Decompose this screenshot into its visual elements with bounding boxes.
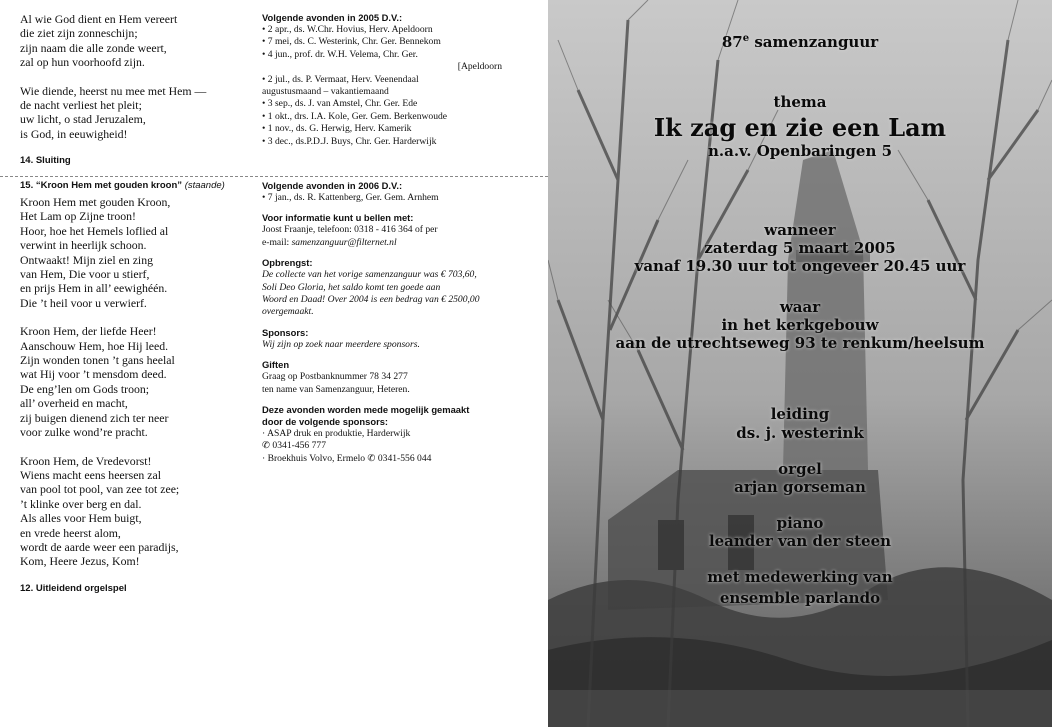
event-date: zaterdag 5 maart 2005 bbox=[704, 239, 896, 257]
evenings-2005-section bbox=[262, 12, 502, 148]
item-12-heading: 12. Uitleidend orgelspel bbox=[20, 582, 127, 594]
hymn-line: en prijs Hem in all’ eewighéén. bbox=[20, 281, 168, 296]
hymn-line: Die ’t heil voor u verwierf. bbox=[20, 295, 147, 310]
contact-heading: Voor informatie kunt u bellen met: bbox=[262, 212, 414, 224]
hymn-line: van Hem, Die voor u stierf, bbox=[20, 267, 150, 282]
evening-entry: • 2 apr., ds. W.Chr. Hovius, Herv. Apeldoorn bbox=[262, 24, 433, 35]
gifts-line: Graag op Postbanknummer 78 34 277 bbox=[262, 371, 408, 383]
hymn-line: Het Lam op Zijne troon! bbox=[20, 209, 136, 224]
hymn-line: Hoor, hoe het Hemels loflied al bbox=[20, 223, 169, 238]
edition-ordinal: e bbox=[742, 33, 750, 44]
poem-line: uw licht, o stad Jeruzalem, bbox=[20, 112, 146, 127]
hymn-line: en vrede heerst alom, bbox=[20, 525, 121, 540]
hymn-line: Zijn wonden tonen ’t gans heelal bbox=[20, 353, 175, 368]
theme-title: Ik zag en zie een Lam bbox=[653, 113, 947, 142]
sponsor-entry: ✆ 0341-456 777 bbox=[262, 440, 326, 452]
hymn-line: all’ overheid en macht, bbox=[20, 396, 128, 411]
evenings-2005-heading: Volgende avonden in 2005 D.V.: bbox=[262, 12, 403, 23]
hymn-line: Ontwaakt! Mijn ziel en zing bbox=[20, 252, 154, 267]
gifts-heading: Giften bbox=[262, 359, 290, 371]
poem-line: zijn naam die alle zonde weert, bbox=[20, 40, 167, 55]
contact-phone-line: Joost Fraanje, telefoon: 0318 - 416 364 of per bbox=[262, 224, 438, 236]
poem-line: Wie diende, heerst nu mee met Hem — bbox=[20, 83, 207, 98]
hymn-verse-2 bbox=[20, 324, 245, 439]
evening-entry: • 4 jun., prof. dr. W.H. Velema, Chr. Ger. bbox=[262, 48, 418, 60]
hymn-column-lower bbox=[20, 180, 245, 598]
evenings-2006-heading: Volgende avonden in 2006 D.V.: bbox=[262, 180, 403, 191]
ensemble-name: ensemble parlando bbox=[719, 589, 881, 607]
hymn-line: Kom, Heere Jezus, Kom! bbox=[20, 554, 140, 569]
gifts-section bbox=[262, 359, 502, 396]
contact-email[interactable]: samenzanguur@filternet.nl bbox=[291, 236, 397, 248]
poem-line: is God, in eeuwigheid! bbox=[20, 126, 128, 141]
made-possible-heading: Deze avonden worden mede mogelijk gemaakt bbox=[262, 404, 470, 416]
hymn-line: Kroon Hem, der liefde Heer! bbox=[20, 324, 157, 339]
sponsors-heading: Sponsors: bbox=[262, 326, 309, 338]
hymn-line: verwint in heerlijk schoon. bbox=[20, 238, 147, 253]
revenue-line: Soli Deo Gloria, het saldo komt ten goede aan bbox=[262, 281, 441, 293]
info-column-lower bbox=[262, 180, 502, 473]
hymn-verse-1 bbox=[20, 195, 245, 310]
lead-label: leiding bbox=[770, 405, 830, 423]
hymn-verse-3 bbox=[20, 454, 245, 569]
edition-label: samenzanguur bbox=[749, 33, 879, 51]
evening-entry: • 1 nov., ds. G. Herwig, Herv. Kamerik bbox=[262, 123, 412, 135]
poem-line: zal op hun voorhoofd zijn. bbox=[20, 55, 145, 70]
hymn-line: De eng’len om Gods troon; bbox=[20, 381, 150, 396]
organ-label: orgel bbox=[778, 460, 822, 478]
contact-section bbox=[262, 212, 502, 249]
made-possible-section bbox=[262, 404, 502, 465]
hymn-line: Aanschouw Hem, hoe Hij leed. bbox=[20, 338, 169, 353]
evening-entry: • 7 jan., ds. R. Kattenberg, Ger. Gem. Arnhem bbox=[262, 192, 439, 203]
cover-panel bbox=[548, 0, 1052, 727]
piano-label: piano bbox=[776, 514, 824, 532]
sponsors-text: Wij zijn op zoek naar meerdere sponsors. bbox=[262, 338, 420, 350]
when-label: wanneer bbox=[764, 221, 836, 239]
evening-entry: • 2 jul., ds. P. Vermaat, Herv. Veenendaal bbox=[262, 73, 419, 85]
hymn-line: zij buigen dienend zich ter neer bbox=[20, 410, 169, 425]
evening-entry: • 3 sep., ds. J. van Amstel, Chr. Ger. Ede bbox=[262, 98, 418, 110]
sponsor-entry: · Broekhuis Volvo, Ermelo ✆ 0341-556 044 bbox=[262, 452, 432, 464]
hymn-line: Kroon Hem met gouden Kroon, bbox=[20, 195, 171, 209]
poem-stanza-top bbox=[20, 12, 245, 70]
edition-number: 87 bbox=[721, 33, 743, 51]
item-15-title: 15. “Kroon Hem met gouden kroon” bbox=[20, 180, 183, 191]
hymn-column bbox=[20, 12, 245, 170]
revenue-section bbox=[262, 257, 502, 319]
hymn-line: Als alles voor Hem buigt, bbox=[20, 511, 142, 526]
cover-text bbox=[548, 0, 1052, 727]
theme-label: thema bbox=[773, 93, 827, 111]
piano-name: leander van der steen bbox=[708, 532, 892, 550]
evenings-2005-continuation: [Apeldoorn bbox=[457, 61, 502, 73]
hymn-line: van pool tot pool, van zee tot zee; bbox=[20, 482, 180, 497]
poem-line: Al wie God dient en Hem vereert bbox=[20, 12, 178, 26]
edition-heading bbox=[548, 33, 1052, 51]
hymn-line: Wiens macht eens heersen zal bbox=[20, 467, 162, 482]
venue-address: aan de utrechtseweg 93 te renkum/heelsum bbox=[615, 334, 985, 352]
event-time: vanaf 19.30 uur tot ongeveer 20.45 uur bbox=[634, 257, 966, 275]
item-14-heading: 14. Sluiting bbox=[20, 155, 71, 167]
item-15-heading bbox=[20, 180, 245, 191]
evening-entry: • 7 mei, ds. C. Westerink, Chr. Ger. Bennekom bbox=[262, 36, 441, 48]
contact-email-line bbox=[262, 237, 502, 249]
organ-name: arjan gorseman bbox=[734, 478, 866, 496]
venue-building: in het kerkgebouw bbox=[721, 316, 879, 334]
theme-subtitle: n.a.v. Openbaringen 5 bbox=[707, 142, 893, 160]
hymn-line: ’t klinke over berg en dal. bbox=[20, 496, 142, 511]
sponsors-section bbox=[262, 327, 502, 351]
fold-line bbox=[0, 176, 548, 177]
lead-name: ds. j. westerink bbox=[736, 424, 864, 442]
info-column bbox=[262, 12, 502, 156]
revenue-line: overgemaakt. bbox=[262, 306, 314, 318]
hymn-line: voor zulke wond’re pracht. bbox=[20, 425, 148, 440]
hymn-line: Kroon Hem, de Vredevorst! bbox=[20, 453, 152, 468]
hymn-line: wordt de aarde weer een paradijs, bbox=[20, 539, 179, 554]
revenue-line: De collecte van het vorige samenzanguur was € 703,60, bbox=[262, 269, 477, 281]
cooperation-label: met medewerking van bbox=[707, 568, 893, 586]
email-prefix: e-mail: bbox=[262, 236, 292, 248]
sponsor-entry: · ASAP druk en produktie, Harderwijk bbox=[262, 428, 411, 440]
evening-entry: augustusmaand – vakantiemaand bbox=[262, 86, 389, 98]
where-label: waar bbox=[779, 298, 821, 316]
made-possible-heading: door de volgende sponsors: bbox=[262, 416, 389, 428]
evenings-2006-section bbox=[262, 180, 502, 204]
item-15-note: (staande) bbox=[184, 180, 225, 191]
poem-stanza-mid bbox=[20, 84, 245, 142]
revenue-line: Woord en Daad! Over 2004 is een bedrag van € 2500,00 bbox=[262, 294, 480, 306]
hymn-line: wat Hij voor ’t mensdom deed. bbox=[20, 367, 167, 382]
poem-line: die ziet zijn zonneschijn; bbox=[20, 26, 138, 41]
revenue-heading: Opbrengst: bbox=[262, 257, 313, 269]
evening-entry: • 1 okt., drs. I.A. Kole, Ger. Gem. Berkenwoude bbox=[262, 110, 448, 122]
evening-entry: • 3 dec., ds.P.D.J. Buys, Chr. Ger. Harderwijk bbox=[262, 135, 437, 147]
poem-line: de nacht verliest het pleit; bbox=[20, 98, 142, 113]
gifts-line: ten name van Samenzanguur, Heteren. bbox=[262, 383, 410, 395]
